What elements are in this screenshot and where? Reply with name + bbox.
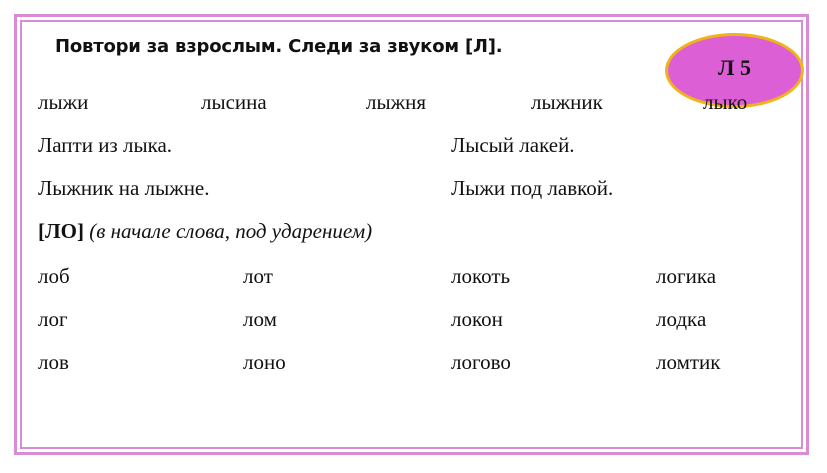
grid-word: логово xyxy=(451,350,511,374)
phrase-2-right: Лыжи под лавкой. xyxy=(451,176,614,200)
phrase-2-left: Лыжник на лыжне. xyxy=(38,176,210,200)
grid-word: лодка xyxy=(656,307,707,331)
word-lyzhnya: лыжня xyxy=(366,90,426,114)
grid-word: лот xyxy=(243,264,273,288)
word-lyko: лыко xyxy=(703,90,748,114)
grid-word: локоть xyxy=(451,264,511,288)
grid-word: лов xyxy=(38,350,69,374)
grid-word: лом xyxy=(243,307,277,331)
grid-word: лоб xyxy=(38,264,70,288)
phrase-1-left: Лапти из лыка. xyxy=(38,133,173,157)
word-lyzhnik: лыжник xyxy=(531,90,603,114)
exercise-title: Повтори за взрослым. Следи за звуком [Л]. xyxy=(55,36,503,57)
grid-word: логика xyxy=(656,264,717,288)
grid-word: лоно xyxy=(243,350,286,374)
word-lysina: лысина xyxy=(201,90,267,114)
phrase-1-right: Лысый лакей. xyxy=(451,133,575,157)
grid-word: лог xyxy=(38,307,68,331)
syllable-heading xyxy=(38,219,372,244)
word-lyzhi: лыжи xyxy=(38,90,89,114)
syllable-note: (в начале слова, под ударением) xyxy=(89,219,373,243)
syllable-label: [ЛО] xyxy=(38,219,84,243)
lesson-badge-label: Л 5 xyxy=(718,54,751,80)
grid-word: ломтик xyxy=(656,350,721,374)
grid-word: локон xyxy=(451,307,503,331)
